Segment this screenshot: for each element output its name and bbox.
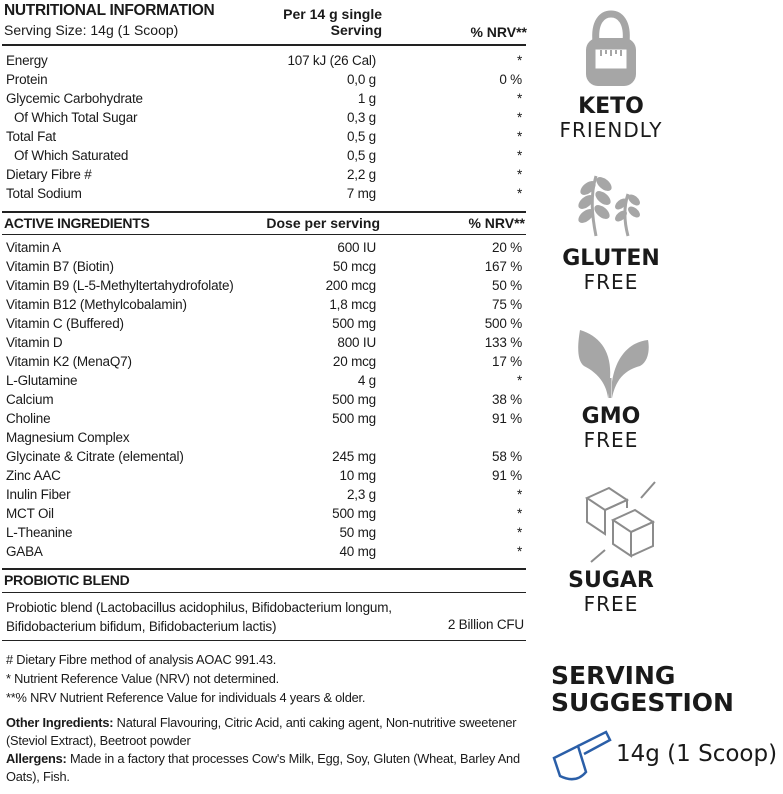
table-row bbox=[2, 447, 526, 466]
row-name: Glycinate & Citrate (elemental) bbox=[6, 449, 184, 464]
row-name: L-Glutamine bbox=[6, 373, 78, 388]
probiotic-amount: 2 Billion CFU bbox=[447, 617, 524, 632]
row-value: 4 g bbox=[357, 373, 376, 388]
row-nrv: 167 % bbox=[484, 259, 522, 274]
gluten-badge bbox=[540, 166, 682, 294]
row-value: 1 g bbox=[357, 91, 376, 106]
sugar-cube-icon bbox=[561, 478, 661, 564]
row-name: Protein bbox=[6, 72, 48, 87]
divider bbox=[2, 568, 526, 570]
table-row bbox=[2, 51, 526, 70]
row-nrv: 0 % bbox=[499, 72, 522, 87]
probiotic-line: Bifidobacterium bifidum, Bifidobacterium lactis) bbox=[6, 619, 277, 634]
row-nrv: * bbox=[516, 91, 522, 106]
row-nrv: * bbox=[516, 129, 522, 144]
table-row bbox=[2, 238, 526, 257]
divider bbox=[2, 592, 526, 593]
row-nrv: * bbox=[516, 544, 522, 559]
leaf-icon bbox=[566, 322, 656, 400]
serving-title-line: SUGGESTION bbox=[551, 688, 734, 717]
row-name: Total Sodium bbox=[6, 186, 82, 201]
row-name: Vitamin D bbox=[6, 335, 63, 350]
row-value: 500 mg bbox=[332, 316, 376, 331]
row-name: Calcium bbox=[6, 392, 54, 407]
row-nrv: 75 % bbox=[492, 297, 522, 312]
row-nrv: 133 % bbox=[484, 335, 522, 350]
badge-title: GLUTEN bbox=[562, 246, 660, 271]
serving-suggestion-title bbox=[551, 662, 734, 716]
serving-size: Serving Size: 14g (1 Scoop) bbox=[4, 22, 179, 38]
divider bbox=[2, 640, 526, 641]
table-row bbox=[2, 333, 526, 352]
allergens-label: Allergens: bbox=[6, 751, 67, 766]
divider bbox=[2, 44, 526, 46]
row-name: Of Which Saturated bbox=[14, 148, 129, 163]
table-row bbox=[2, 165, 526, 184]
badge-title: KETO bbox=[578, 94, 644, 119]
row-value: 40 mg bbox=[339, 544, 376, 559]
row-name: L-Theanine bbox=[6, 525, 73, 540]
table-row bbox=[2, 466, 526, 485]
table-row bbox=[2, 352, 526, 371]
other-ingredients-label: Other Ingredients: bbox=[6, 715, 114, 730]
row-nrv: 50 % bbox=[492, 278, 522, 293]
table-row bbox=[2, 70, 526, 89]
row-value: 600 IU bbox=[337, 240, 376, 255]
allergens-text: Made in a factory that processes Cow's Milk, Egg, Soy, Gluten (Wheat, Barley And Oats), Fish. bbox=[6, 751, 520, 784]
row-value: 0,5 g bbox=[346, 129, 376, 144]
table-row bbox=[2, 390, 526, 409]
row-name: Dietary Fibre # bbox=[6, 167, 92, 182]
row-nrv: * bbox=[516, 487, 522, 502]
per-serving-header: Per 14 g single Serving bbox=[283, 6, 382, 38]
footnotes bbox=[6, 650, 365, 707]
badge-subtitle: FRIENDLY bbox=[559, 118, 663, 142]
row-value: 200 mcg bbox=[325, 278, 376, 293]
other-ingredients-text: Natural Flavouring, Citric Acid, anti caking agent, Non-nutritive sweetener (Steviol Extract), Beetroot powder bbox=[6, 715, 517, 748]
row-name: Of Which Total Sugar bbox=[14, 110, 138, 125]
table-row bbox=[2, 504, 526, 523]
table-row bbox=[2, 523, 526, 542]
row-value: 50 mcg bbox=[332, 259, 376, 274]
footnote: # Dietary Fibre method of analysis AOAC 991.43. bbox=[6, 652, 277, 667]
other-info bbox=[6, 714, 526, 786]
table-row bbox=[2, 108, 526, 127]
row-nrv: 20 % bbox=[492, 240, 522, 255]
row-name: Vitamin B12 (Methylcobalamin) bbox=[6, 297, 187, 312]
footnote: * Nutrient Reference Value (NRV) not determined. bbox=[6, 671, 280, 686]
probiotic-title: PROBIOTIC BLEND bbox=[4, 572, 130, 588]
row-nrv: * bbox=[516, 110, 522, 125]
scoop-icon bbox=[548, 728, 614, 788]
row-name: GABA bbox=[6, 544, 43, 559]
active-nrv-header: % NRV** bbox=[468, 215, 525, 231]
table-row bbox=[2, 371, 526, 390]
table-row bbox=[2, 409, 526, 428]
table-row bbox=[2, 295, 526, 314]
row-value: 1,8 mcg bbox=[329, 297, 376, 312]
row-name: Vitamin B7 (Biotin) bbox=[6, 259, 114, 274]
serving-title-line: SERVING bbox=[551, 661, 676, 690]
row-value: 2,2 g bbox=[346, 167, 376, 182]
row-nrv: 17 % bbox=[492, 354, 522, 369]
row-name: Vitamin K2 (MenaQ7) bbox=[6, 354, 132, 369]
row-nrv: 58 % bbox=[492, 449, 522, 464]
table-row bbox=[2, 89, 526, 108]
row-value: 20 mcg bbox=[332, 354, 376, 369]
divider bbox=[2, 234, 526, 235]
row-value: 500 mg bbox=[332, 392, 376, 407]
table-row bbox=[2, 428, 526, 447]
row-name: MCT Oil bbox=[6, 506, 54, 521]
table-row bbox=[2, 127, 526, 146]
row-nrv: * bbox=[516, 148, 522, 163]
row-name: Vitamin A bbox=[6, 240, 61, 255]
active-ingredients-title: ACTIVE INGREDIENTS bbox=[4, 215, 150, 231]
row-name: Magnesium Complex bbox=[6, 430, 130, 445]
row-name: Zinc AAC bbox=[6, 468, 61, 483]
nutrition-title: NUTRITIONAL INFORMATION bbox=[4, 2, 215, 19]
row-value: 10 mg bbox=[339, 468, 376, 483]
row-nrv: * bbox=[516, 167, 522, 182]
serving-amount: 14g (1 Scoop) bbox=[616, 741, 778, 767]
row-nrv: 91 % bbox=[492, 468, 522, 483]
keto-badge bbox=[540, 8, 682, 142]
row-name: Energy bbox=[6, 53, 48, 68]
wheat-icon bbox=[566, 166, 656, 242]
row-nrv: 91 % bbox=[492, 411, 522, 426]
table-row bbox=[2, 257, 526, 276]
row-nrv: * bbox=[516, 506, 522, 521]
badge-title: SUGAR bbox=[568, 568, 654, 593]
row-name: Choline bbox=[6, 411, 51, 426]
row-name: Vitamin B9 (L-5-Methyltertahydrofolate) bbox=[6, 278, 234, 293]
row-name: Total Fat bbox=[6, 129, 56, 144]
footnote: **% NRV Nutrient Reference Value for individuals 4 years & older. bbox=[6, 690, 366, 705]
row-value: 0,5 g bbox=[346, 148, 376, 163]
table-row bbox=[2, 276, 526, 295]
row-nrv: * bbox=[516, 186, 522, 201]
row-nrv: 38 % bbox=[492, 392, 522, 407]
probiotic-line: Probiotic blend (Lactobacillus acidophilus, Bifidobacterium longum, bbox=[6, 600, 392, 615]
dose-header: Dose per serving bbox=[266, 215, 380, 231]
row-value: 2,3 g bbox=[346, 487, 376, 502]
row-nrv: * bbox=[516, 53, 522, 68]
table-row bbox=[2, 485, 526, 504]
divider bbox=[2, 211, 526, 213]
row-name: Inulin Fiber bbox=[6, 487, 71, 502]
row-value: 7 mg bbox=[346, 186, 376, 201]
row-nrv: 500 % bbox=[484, 316, 522, 331]
row-value: 800 IU bbox=[337, 335, 376, 350]
row-value: 245 mg bbox=[332, 449, 376, 464]
row-name: Glycemic Carbohydrate bbox=[6, 91, 143, 106]
badge-subtitle: FREE bbox=[583, 428, 639, 452]
row-value: 0,0 g bbox=[346, 72, 376, 87]
row-name: Vitamin C (Buffered) bbox=[6, 316, 124, 331]
row-value: 500 mg bbox=[332, 506, 376, 521]
table-row bbox=[2, 542, 526, 561]
row-value: 107 kJ (26 Cal) bbox=[287, 53, 376, 68]
kettlebell-icon bbox=[566, 8, 656, 90]
badge-subtitle: FREE bbox=[583, 270, 639, 294]
badge-title: GMO bbox=[581, 404, 641, 429]
row-nrv: * bbox=[516, 373, 522, 388]
nrv-header: % NRV** bbox=[470, 24, 527, 40]
table-row bbox=[2, 184, 526, 203]
row-nrv: * bbox=[516, 525, 522, 540]
row-value: 0,3 g bbox=[346, 110, 376, 125]
row-value: 50 mg bbox=[339, 525, 376, 540]
badge-subtitle: FREE bbox=[583, 592, 639, 616]
row-value: 500 mg bbox=[332, 411, 376, 426]
table-row bbox=[2, 146, 526, 165]
sugar-badge bbox=[540, 478, 682, 616]
probiotic-description bbox=[6, 598, 392, 636]
table-row bbox=[2, 314, 526, 333]
gmo-badge bbox=[540, 322, 682, 452]
